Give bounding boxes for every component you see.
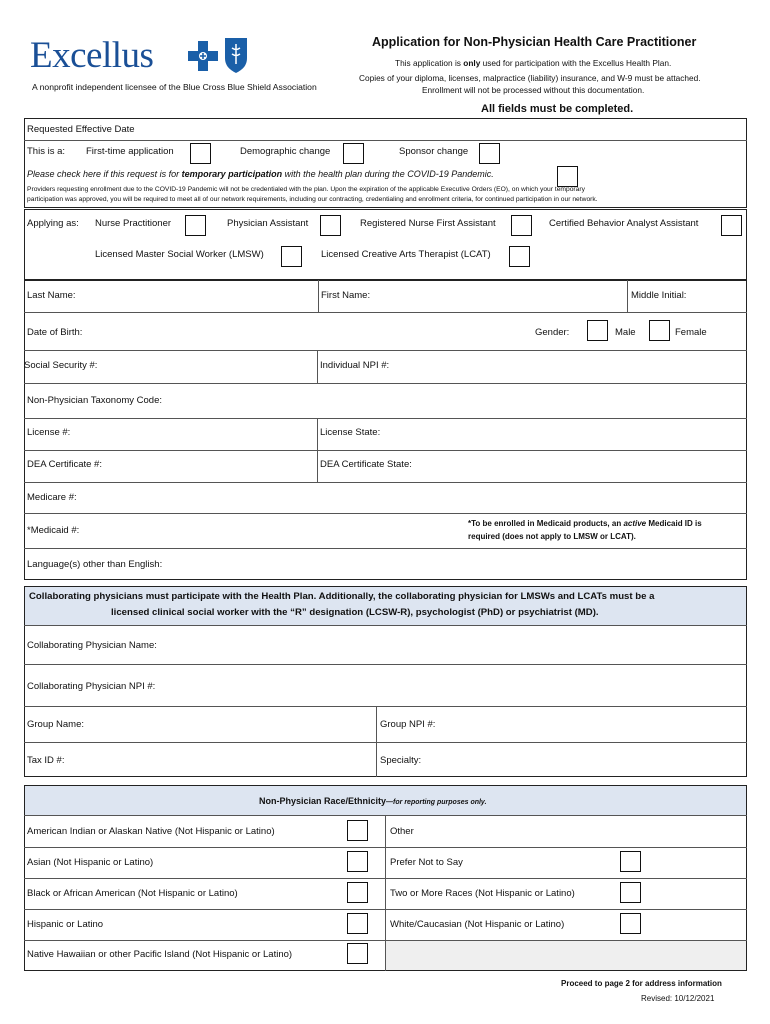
license-field[interactable]: License #: xyxy=(27,427,71,438)
intro-line-2: Copies of your diploma, licenses, malpractice (liability) insurance, and W-9 must be attached. xyxy=(359,73,701,83)
intro-line-1: This application is only used for participation with the Excellus Health Plan. xyxy=(395,58,672,68)
race-left-0-label: American Indian or Alaskan Native (Not Hispanic or Latino) xyxy=(27,826,275,837)
race-right-3-label: White/Caucasian (Not Hispanic or Latino) xyxy=(390,919,565,930)
languages-field[interactable]: Language(s) other than English: xyxy=(27,559,163,570)
race-left-3-checkbox[interactable] xyxy=(347,913,368,934)
option-np-label: Nurse Practitioner xyxy=(95,218,172,229)
race-left-1-label: Asian (Not Hispanic or Latino) xyxy=(27,857,154,868)
brand-name: Excellus xyxy=(30,35,154,76)
gender-male-label: Male xyxy=(615,327,636,338)
option-lmsw-checkbox[interactable] xyxy=(281,246,302,267)
race-right-2-checkbox[interactable] xyxy=(620,882,641,903)
dea-state-field[interactable]: DEA Certificate State: xyxy=(320,459,412,470)
race-right-1-label: Prefer Not to Say xyxy=(390,857,463,868)
collab-header-line-1: Collaborating physicians must participate with the Health Plan. Additionally, the collaborating physician for LMSWs and LCATs must be a xyxy=(29,591,655,602)
revised-date: Revised: 10/12/2021 xyxy=(641,994,715,1003)
race-left-4-label: Native Hawaiian or other Pacific Island (Not Hispanic or Latino) xyxy=(27,949,293,960)
covid-temporary-checkbox[interactable] xyxy=(557,166,578,187)
blue-cross-icon xyxy=(187,40,219,72)
this-is-a-label: This is a: xyxy=(27,146,66,157)
sponsor-checkbox[interactable] xyxy=(479,143,500,164)
race-right-1-checkbox[interactable] xyxy=(620,851,641,872)
tax-id-field[interactable]: Tax ID #: xyxy=(27,755,65,766)
race-left-1-checkbox[interactable] xyxy=(347,851,368,872)
form-title: Application for Non-Physician Health Care Practitioner xyxy=(372,35,697,49)
demographic-checkbox[interactable] xyxy=(343,143,364,164)
option-rnfa-checkbox[interactable] xyxy=(511,215,532,236)
specialty-field[interactable]: Specialty: xyxy=(380,755,422,766)
medicaid-note-2: required (does not apply to LMSW or LCAT). xyxy=(468,532,636,541)
all-fields-notice: All fields must be completed. xyxy=(481,103,634,115)
option-lcat-label: Licensed Creative Arts Therapist (LCAT) xyxy=(321,249,491,260)
covid-note-1: Providers requesting enrollment due to the COVID-19 Pandemic will not be credentialed with the plan. Upon the expiration of the applicable Executive Orders (EO), on which your temporary xyxy=(27,186,585,193)
medicaid-note: *To be enrolled in Medicaid products, an active Medicaid ID is xyxy=(468,519,702,528)
collab-npi-field[interactable]: Collaborating Physician NPI #: xyxy=(27,681,156,692)
demographic-label: Demographic change xyxy=(240,146,331,157)
gender-label: Gender: xyxy=(535,327,570,338)
medicaid-field[interactable]: *Medicaid #: xyxy=(27,525,80,536)
race-left-2-checkbox[interactable] xyxy=(347,882,368,903)
option-rnfa-label: Registered Nurse First Assistant xyxy=(360,218,496,229)
npi-field[interactable]: Individual NPI #: xyxy=(320,360,390,371)
personal-section xyxy=(24,280,747,580)
effective-date-label: Requested Effective Date xyxy=(27,124,135,135)
option-np-checkbox[interactable] xyxy=(185,215,206,236)
dea-field[interactable]: DEA Certificate #: xyxy=(27,459,102,470)
race-left-2-label: Black or African American (Not Hispanic or Latino) xyxy=(27,888,238,899)
gender-male-checkbox[interactable] xyxy=(587,320,608,341)
gender-female-label: Female xyxy=(675,327,707,338)
race-right-2-label: Two or More Races (Not Hispanic or Latino) xyxy=(390,888,575,899)
covid-note-2: participation was approved, you will be required to meet all of our network requirements, including our contracting, credentialing and enrollment criteria, for continued participation in our network. xyxy=(27,196,598,203)
race-left-3-label: Hispanic or Latino xyxy=(27,919,104,930)
applying-label: Applying as: xyxy=(27,218,79,229)
middle-initial-field[interactable]: Middle Initial: xyxy=(631,290,687,301)
option-pa-checkbox[interactable] xyxy=(320,215,341,236)
option-cbaa-label: Certified Behavior Analyst Assistant xyxy=(549,218,699,229)
first-time-label: First-time application xyxy=(86,146,174,157)
license-state-field[interactable]: License State: xyxy=(320,427,381,438)
first-time-checkbox[interactable] xyxy=(190,143,211,164)
intro-line-3: Enrollment will not be processed without this documentation. xyxy=(422,85,645,95)
group-name-field[interactable]: Group Name: xyxy=(27,719,85,730)
option-lmsw-label: Licensed Master Social Worker (LMSW) xyxy=(95,249,264,260)
tagline: A nonprofit independent licensee of the Blue Cross Blue Shield Association xyxy=(32,82,317,92)
group-npi-field[interactable]: Group NPI #: xyxy=(380,719,436,730)
collab-header-line-2: licensed clinical social worker with the “R” designation (LCSW-R), psychologist (PhD) or psychiatrist (MD). xyxy=(111,607,599,618)
option-pa-label: Physician Assistant xyxy=(227,218,309,229)
sponsor-label: Sponsor change xyxy=(399,146,469,157)
proceed-note: Proceed to page 2 for address information xyxy=(561,979,722,988)
medicare-field[interactable]: Medicare #: xyxy=(27,492,77,503)
option-cbaa-checkbox[interactable] xyxy=(721,215,742,236)
race-right-3-checkbox[interactable] xyxy=(620,913,641,934)
gender-female-checkbox[interactable] xyxy=(649,320,670,341)
option-lcat-checkbox[interactable] xyxy=(509,246,530,267)
brand-logo xyxy=(30,36,230,80)
race-empty-cell xyxy=(386,941,746,970)
race-right-0-label: Other xyxy=(390,826,414,837)
race-left-0-checkbox[interactable] xyxy=(347,820,368,841)
race-left-4-checkbox[interactable] xyxy=(347,943,368,964)
blue-shield-icon xyxy=(223,36,249,74)
taxonomy-field[interactable]: Non-Physician Taxonomy Code: xyxy=(27,395,163,406)
first-name-field[interactable]: First Name: xyxy=(321,290,371,301)
last-name-field[interactable]: Last Name: xyxy=(27,290,76,301)
ssn-field[interactable]: Social Security #: xyxy=(24,360,98,371)
collab-name-field[interactable]: Collaborating Physician Name: xyxy=(27,640,157,651)
covid-check-text: Please check here if this request is for temporary participation with the health plan during the COVID-19 Pandemic. xyxy=(27,169,494,179)
race-title: Non-Physician Race/Ethnicity—for reporting purposes only. xyxy=(259,796,487,806)
dob-field[interactable]: Date of Birth: xyxy=(27,327,83,338)
